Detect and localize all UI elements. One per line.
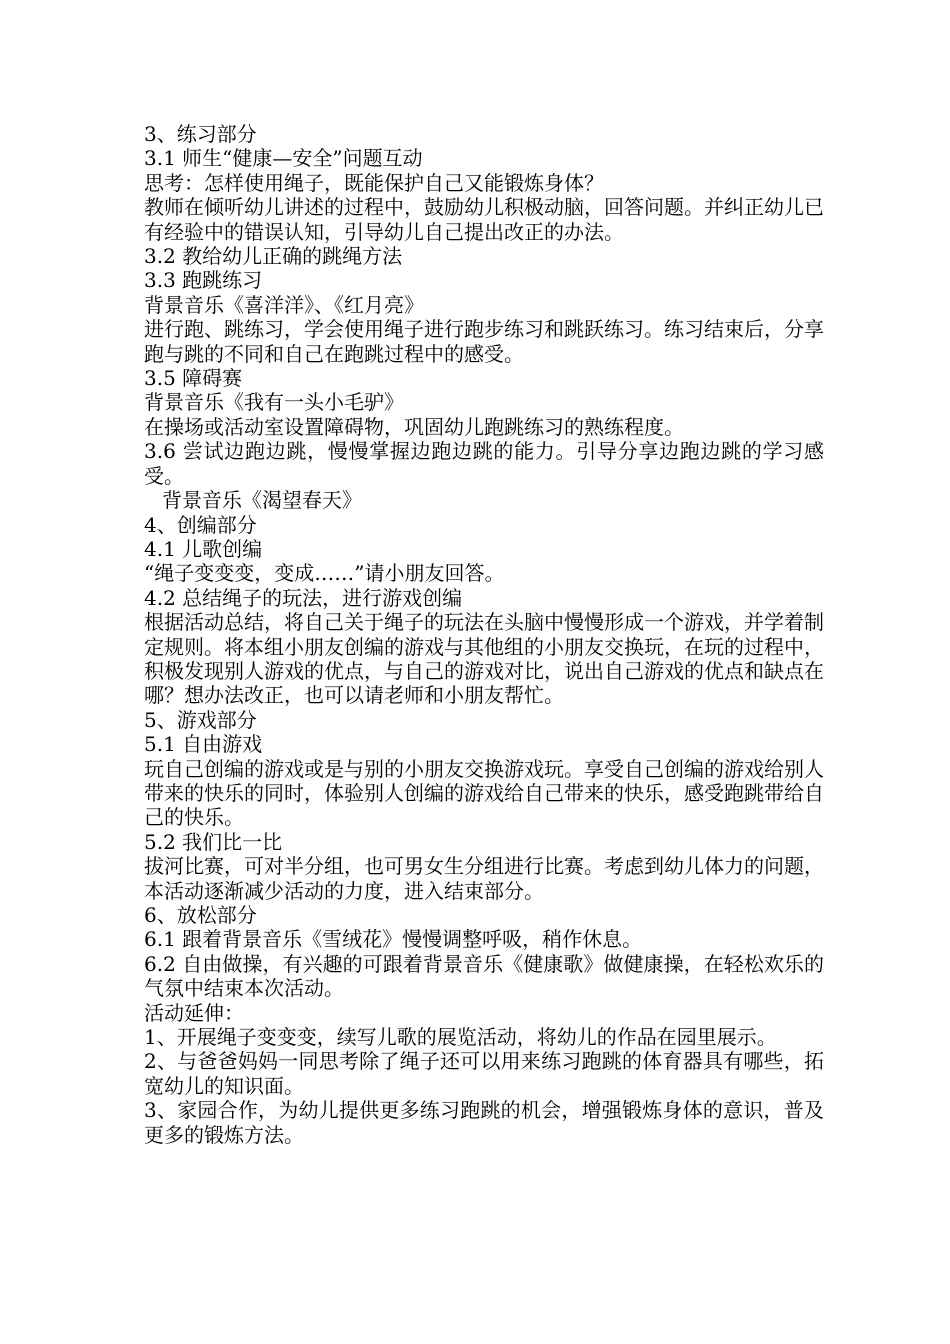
list-item: 1、开展绳子变变变，续写儿歌的展览活动，将幼儿的作品在园里展示。 (144, 1025, 777, 1050)
paragraph: 根据活动总结，将自己关于绳子的玩法在头脑中慢慢形成一个游戏，并学着制定规则。将本组小朋友创编的游戏与其他组的小朋友交换玩，在玩的过程中，积极发现别人游戏的优点，与自己的游戏对比，说出自己游戏的优点和缺点在哪？想办法改正，也可以请老师和小朋友帮忙。 (144, 610, 824, 708)
subheading-free-play: 5.1 自由游戏 (144, 732, 263, 757)
section-heading-relax: 6、放松部分 (144, 903, 257, 927)
paragraph: 玩自己创编的游戏或是与别的小朋友交换游戏玩。享受自己创编的游戏给别人带来的快乐的同时，体验别人创编的游戏给自己带来的快乐，感受跑跳带给自己的快乐。 (144, 756, 824, 830)
paragraph: 进行跑、跳练习，学会使用绳子进行跑步练习和跳跃练习。练习结束后，分享跑与跳的不同和自己在跑跳过程中的感受。 (144, 317, 824, 366)
paragraph: 6.1 跟着背景音乐《雪绒花》慢慢调整呼吸，稍作休息。 (144, 927, 643, 952)
subheading-rhyme-creation: 4.1 儿歌创编 (144, 536, 263, 561)
paragraph: 拔河比赛，可对半分组，也可男女生分组进行比赛。考虑到幼儿体力的问题，本活动逐渐减少活动的力度，进入结束部分。 (144, 854, 824, 903)
section-heading-games: 5、游戏部分 (144, 707, 257, 732)
subheading-run-while-jump: 3.6 尝试边跑边跳，慢慢掌握边跑边跳的能力。引导分享边跑边跳的学习感受。 (144, 439, 824, 488)
list-item: 3、家园合作，为幼儿提供更多练习跑跳的机会，增强锻炼身体的意识，普及更多的锻炼方法。 (144, 1098, 824, 1147)
subheading-competition: 5.2 我们比一比 (144, 829, 283, 854)
subheading-game-creation: 4.2 总结绳子的玩法，进行游戏创编 (144, 585, 463, 610)
paragraph: 背景音乐《渴望春天》 (162, 488, 362, 513)
paragraph: 教师在倾听幼儿讲述的过程中，鼓励幼儿积极动脑，回答问题。并纠正幼儿已有经验中的错误认知，引导幼儿自己提出改正的办法。 (144, 195, 824, 244)
subheading-health-safety: 3.1 师生“健康—安全”问题互动 (144, 146, 423, 171)
subheading-jump-rope-method: 3.2 教给幼儿正确的跳绳方法 (144, 244, 403, 269)
paragraph: 背景音乐《我有一头小毛驴》 (144, 390, 404, 415)
list-item: 2、与爸爸妈妈一同思考除了绳子还可以用来练习跑跳的体育器具有哪些，拓宽幼儿的知识面。 (144, 1049, 824, 1098)
section-heading-creation: 4、创编部分 (144, 512, 257, 537)
subheading-run-jump-practice: 3.3 跑跳练习 (144, 268, 263, 293)
subheading-obstacle-race: 3.5 障碍赛 (144, 366, 243, 391)
document-body (144, 122, 824, 1147)
paragraph: 思考：怎样使用绳子，既能保护自己又能锻炼身体？ (144, 170, 604, 195)
section-heading-practice: 3、练习部分 (144, 122, 257, 146)
paragraph: 背景音乐《喜洋洋》、《红月亮》 (144, 292, 424, 317)
paragraph: “绳子变变变，变成……”请小朋友回答。 (144, 561, 505, 586)
paragraph: 6.2 自由做操，有兴趣的可跟着背景音乐《健康歌》做健康操，在轻松欢乐的气氛中结束本次活动。 (144, 951, 824, 1001)
section-heading-extension: 活动延伸： (144, 1000, 244, 1025)
paragraph: 在操场或活动室设置障碍物，巩固幼儿跑跳练习的熟练程度。 (144, 414, 684, 439)
